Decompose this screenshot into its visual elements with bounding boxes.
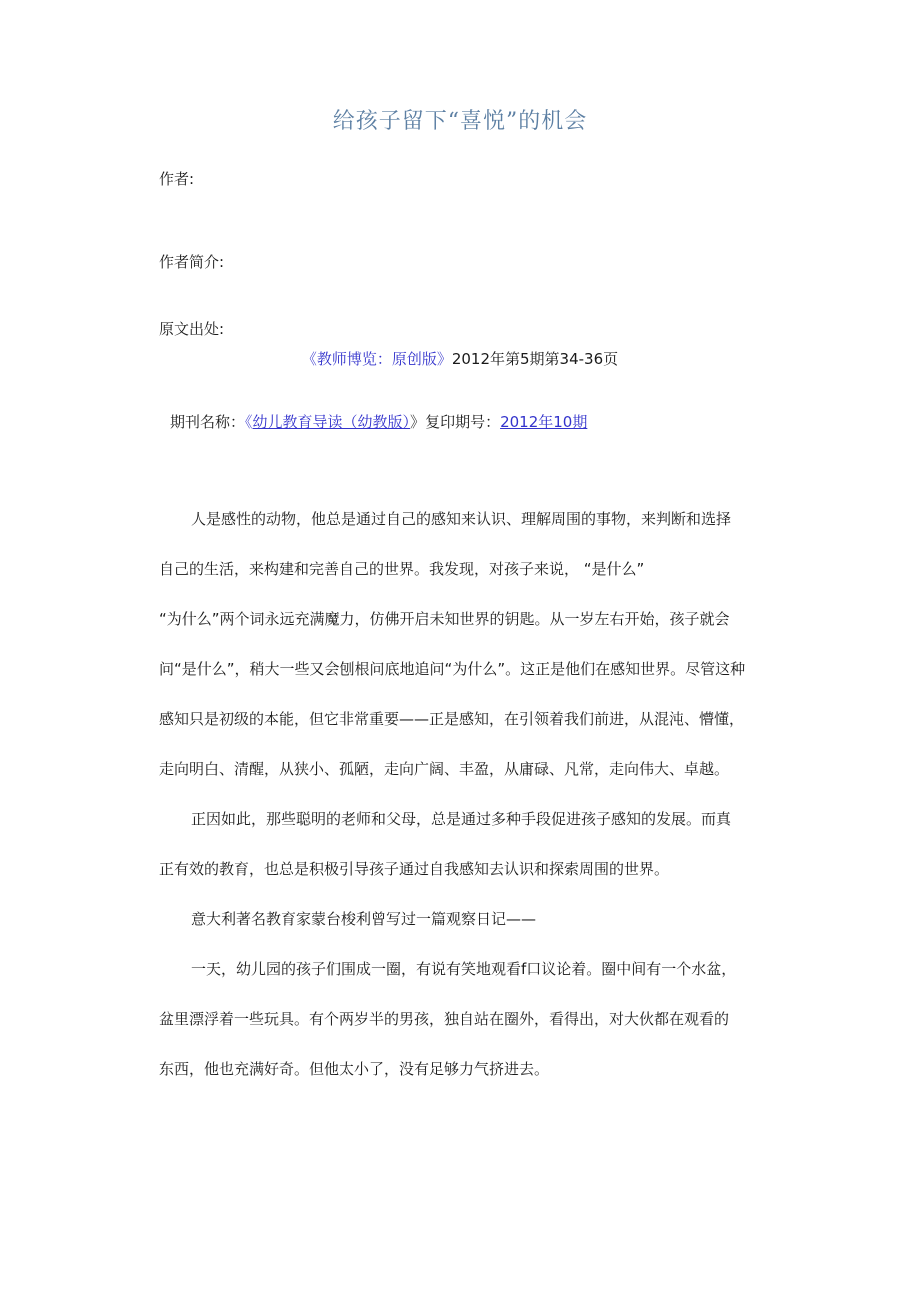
body-line-9: 意大利著名教育家蒙台梭利曾写过一篇观察日记—— (191, 910, 537, 928)
body-line-7: 正因如此，那些聪明的老师和父母，总是通过多种手段促进孩子感知的发展。而真 (191, 810, 732, 828)
journal-name-close: 》 (410, 413, 426, 431)
author-bio-label: 作者简介: (159, 253, 225, 271)
journal-name-open: 《 (245, 413, 253, 431)
source-line (0, 348, 920, 369)
source-issue-text: 2012年第5期第34-36页 (451, 350, 619, 368)
body-line-11: 盆里漂浮着一些玩具。有个两岁半的男孩，独自站在圈外，看得出，对大伙都在观看的 (159, 1010, 730, 1028)
author-label: 作者: (159, 170, 195, 188)
body-line-6: 走向明白、清醒，从狭小、孤陋，走向广阔、丰盈，从庸碌、凡常，走向伟大、卓越。 (159, 760, 730, 778)
body-line-5: 感知只是初级的本能，但它非常重要——正是感知，在引领着我们前进，从混沌、懵懂， (159, 710, 745, 728)
body-line-2: 自己的生活，来构建和完善自己的世界。我发现，对孩子来说， “是什么” (159, 560, 645, 578)
body-line-1: 人是感性的动物，他总是通过自己的感知来认识、理解周围的事物，来判断和选择 (191, 510, 732, 528)
journal-name-link[interactable]: 幼儿教育导读（幼教版） (252, 413, 411, 431)
body-line-3: “为什么”两个词永远充满魔力，仿佛开启未知世界的钥匙。从一岁左右开始，孩子就会 (159, 610, 730, 628)
journal-name-label: 期刊名称： (170, 413, 246, 431)
journal-line (170, 411, 587, 432)
article-title: 给孩子留下“喜悦”的机会 (332, 109, 588, 134)
source-journal-link[interactable]: 《教师博览：原创版》 (301, 350, 452, 368)
body-line-10: 一天，幼儿园的孩子们围成一圈，有说有笑地观看f口议论着。圈中间有一个水盆， (191, 960, 737, 978)
reprint-label: 复印期号： (425, 413, 501, 431)
body-line-8: 正有效的教育，也总是积极引导孩子通过自我感知去认识和探索周围的世界。 (159, 860, 670, 878)
body-line-4: 问“是什么”，稍大一些又会刨根问底地追问“为什么”。这正是他们在感知世界。尽管这种 (159, 660, 746, 678)
source-label: 原文出处: (159, 320, 225, 338)
body-line-12: 东西，他也充满好奇。但他太小了，没有足够力气挤进去。 (159, 1060, 550, 1078)
reprint-issue-link[interactable]: 2012年10期 (500, 413, 588, 431)
